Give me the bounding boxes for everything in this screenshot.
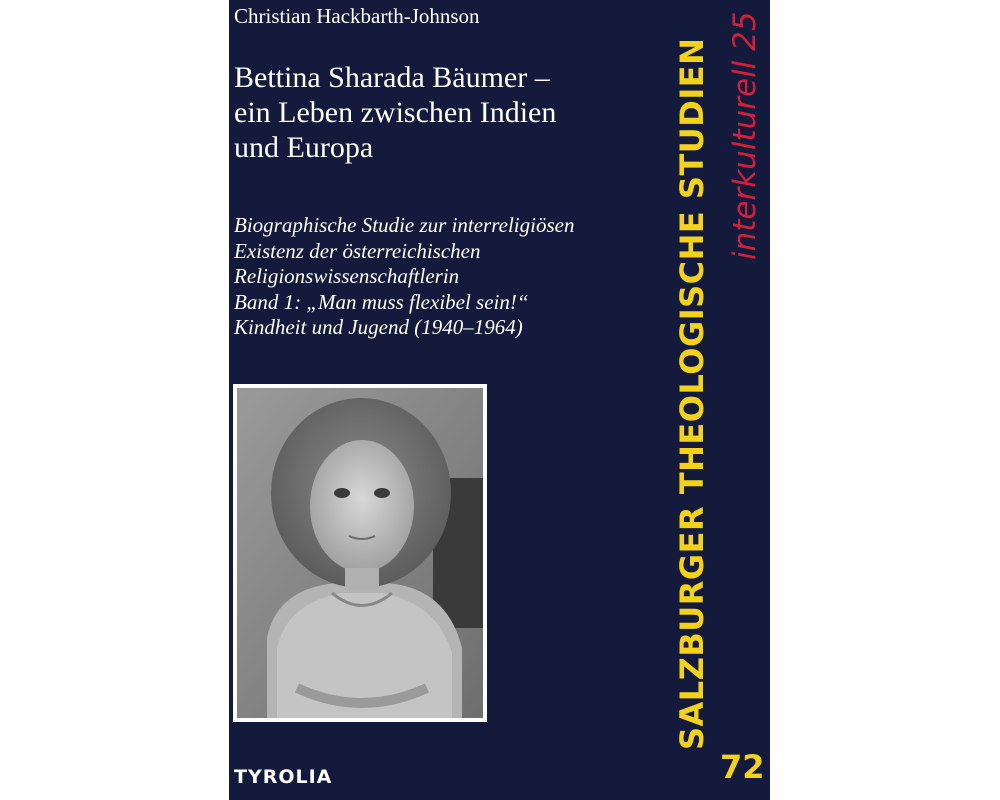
book-cover [229, 0, 770, 800]
title-line: und Europa [234, 131, 374, 164]
author-name: Christian Hackbarth-Johnson [234, 4, 480, 28]
subtitle-line: Band 1: „Man muss flexibel sein!“ [234, 289, 529, 314]
publisher-logo: TYROLIA [234, 766, 333, 788]
subtitle-line: Existenz der österreichischen [234, 238, 481, 263]
title-line: ein Leben zwischen Indien [234, 96, 557, 129]
portrait-photo-frame [233, 384, 487, 722]
series-name: SALZBURGER THEOLOGISCHE STUDIEN [673, 37, 711, 750]
book-title [234, 60, 654, 165]
title-line: Bettina Sharada Bäumer – [234, 61, 550, 94]
subseries-name: interkulturell 25 [727, 11, 763, 260]
subtitle-line: Biographische Studie zur interreligiösen [234, 213, 575, 237]
volume-number: 72 [720, 748, 765, 786]
book-subtitle [234, 213, 664, 341]
subtitle-line: Kindheit und Jugend (1940–1964) [234, 315, 523, 339]
subtitle-line: Religionswissenschaftlerin [234, 264, 460, 288]
series-spine [665, 0, 770, 800]
portrait-photo [237, 388, 483, 718]
